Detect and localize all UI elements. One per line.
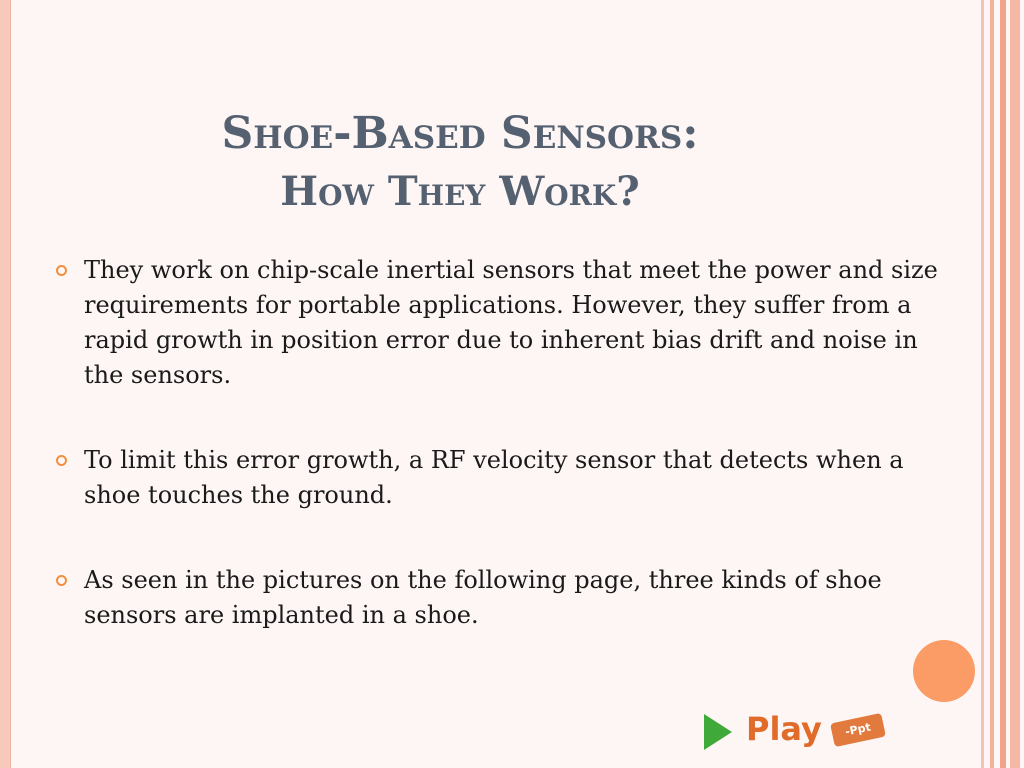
play-logo-text: Play <box>746 710 822 748</box>
bullet-list <box>52 253 952 683</box>
bullet-item <box>52 563 952 633</box>
bullet-text: As seen in the pictures on the following page, three kinds of shoe sensors are implanted in a shoe. <box>84 566 882 629</box>
ppt-tag: -Ppt <box>830 713 886 747</box>
stripe <box>1000 0 1006 768</box>
title-line-2: How They Work? <box>280 168 640 215</box>
play-triangle-icon <box>704 714 732 750</box>
slide-title <box>60 105 860 221</box>
bullet-item <box>52 253 952 393</box>
accent-circle <box>913 640 975 702</box>
play-ppt-logo[interactable] <box>704 708 894 758</box>
left-border-decoration <box>0 0 11 768</box>
stripe <box>1010 0 1020 768</box>
bullet-text: They work on chip-scale inertial sensors that meet the power and size requirements for portable applications. However, they suffer from a rapid growth in position error due to inherent bias drift and noise in the sensors. <box>84 256 938 389</box>
stripe <box>981 0 984 768</box>
right-stripes-decoration <box>978 0 1024 768</box>
bullet-item <box>52 443 952 513</box>
bullet-circle-icon <box>56 265 67 276</box>
title-line-1: Shoe-Based Sensors: <box>221 108 699 159</box>
stripe <box>990 0 994 768</box>
bullet-text: To limit this error growth, a RF velocity sensor that detects when a shoe touches the ground. <box>84 446 904 509</box>
bullet-circle-icon <box>56 575 67 586</box>
bullet-circle-icon <box>56 455 67 466</box>
